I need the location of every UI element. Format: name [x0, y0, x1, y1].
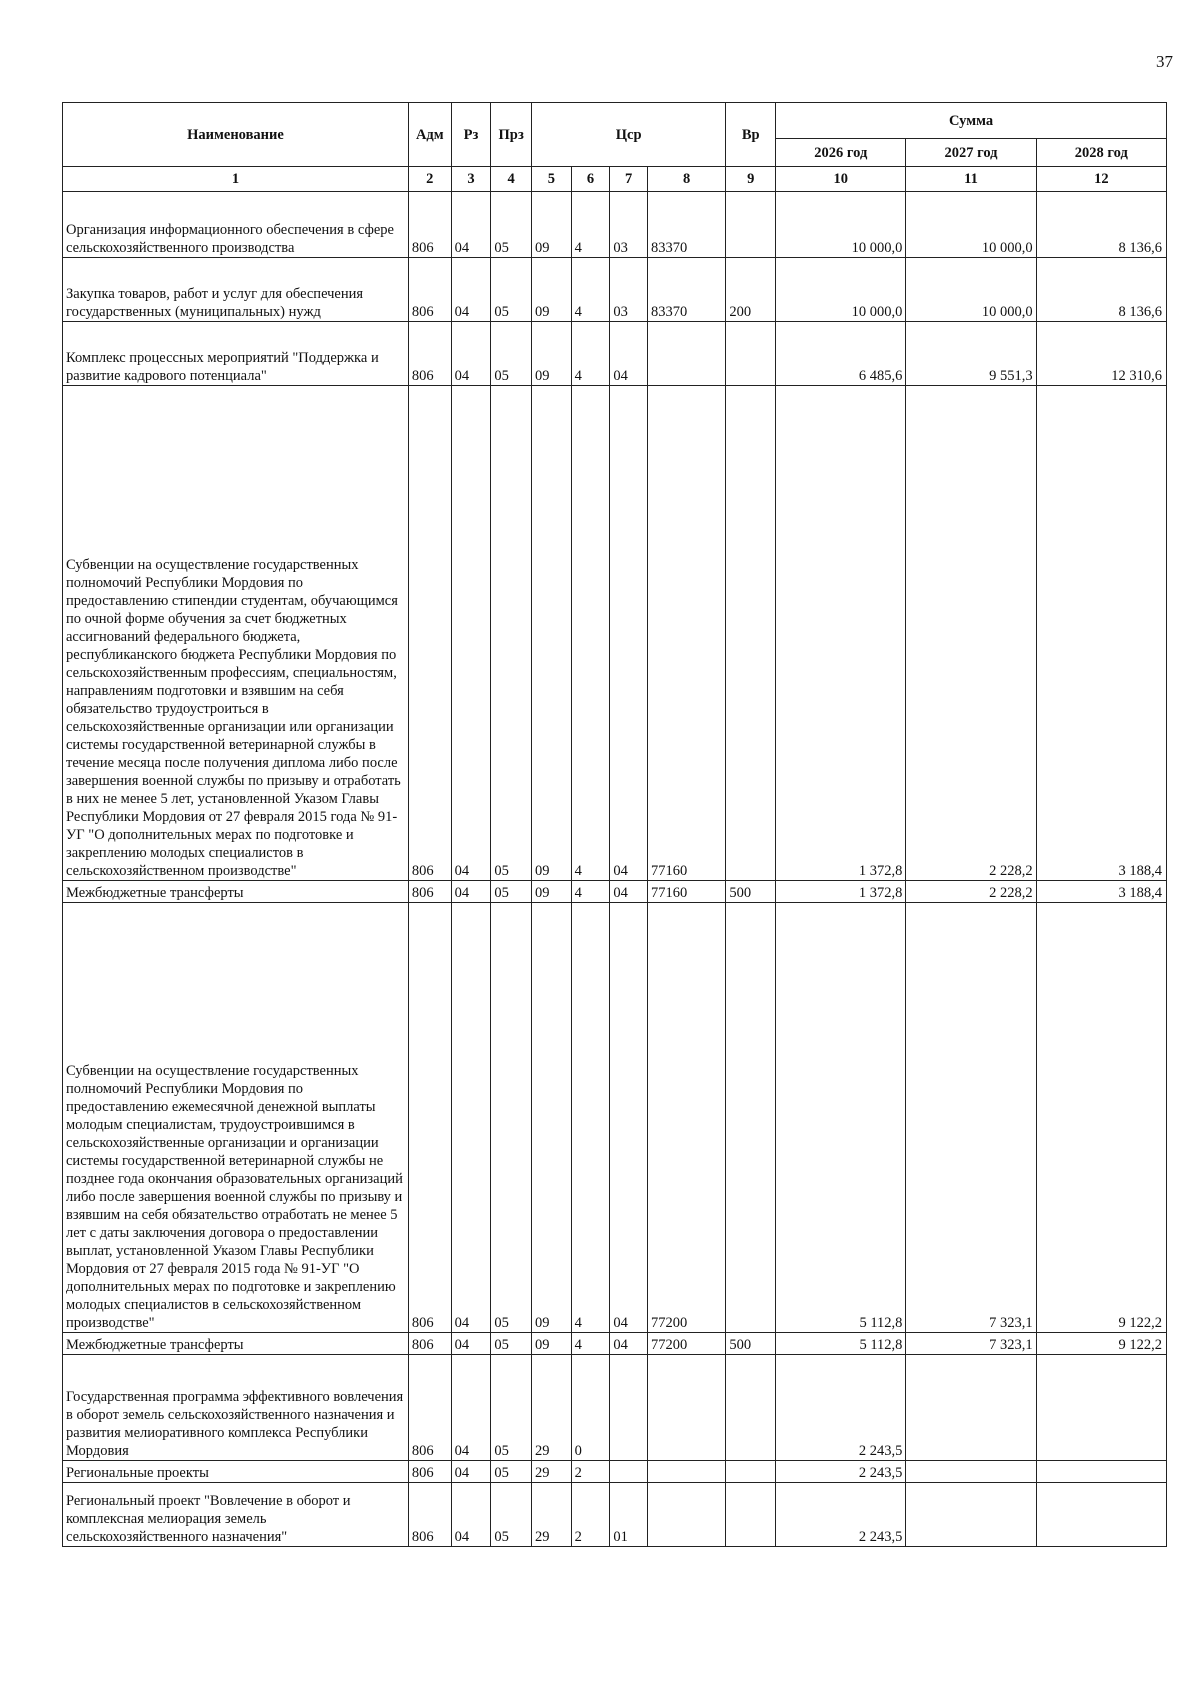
row-name: Государственная программа эффективного вовлечения в оборот земель сельскохозяйственного назначения и развития мелиоративного комплекса Республики Мордовия: [63, 1355, 409, 1461]
row-code-c7: 01: [610, 1483, 648, 1547]
row-code-c5: 29: [532, 1461, 572, 1483]
row-amount-2028: 9 122,2: [1036, 1333, 1166, 1355]
table-row: [63, 192, 1167, 258]
row-amount-2028: 8 136,6: [1036, 192, 1166, 258]
row-code-c7: 04: [610, 1333, 648, 1355]
row-code-c6: 0: [571, 1355, 610, 1461]
row-code-prz: 05: [491, 1461, 532, 1483]
row-amount-2026: 5 112,8: [776, 903, 906, 1333]
row-code-c5: 09: [532, 386, 572, 881]
column-number: 10: [776, 167, 906, 192]
row-code-c8: [647, 1355, 725, 1461]
row-code-vr: [726, 322, 776, 386]
row-code-prz: 05: [491, 322, 532, 386]
row-code-c6: 2: [571, 1461, 610, 1483]
row-code-c8: 77160: [647, 386, 725, 881]
header-year: 2027 год: [906, 139, 1036, 167]
row-code-adm: 806: [408, 881, 451, 903]
row-amount-2027: 7 323,1: [906, 903, 1036, 1333]
row-amount-2028: 3 188,4: [1036, 881, 1166, 903]
row-code-c7: 03: [610, 258, 648, 322]
row-code-rz: 04: [451, 192, 491, 258]
row-code-c7: 04: [610, 903, 648, 1333]
row-code-vr: [726, 386, 776, 881]
row-code-rz: 04: [451, 1333, 491, 1355]
row-amount-2028: [1036, 1483, 1166, 1547]
header-sum: Сумма: [776, 103, 1167, 139]
row-code-c7: 03: [610, 192, 648, 258]
table-row: [63, 903, 1167, 1333]
row-code-adm: 806: [408, 1461, 451, 1483]
row-code-vr: [726, 192, 776, 258]
row-amount-2026: 6 485,6: [776, 322, 906, 386]
row-code-prz: 05: [491, 1355, 532, 1461]
table-body: [63, 167, 1167, 1547]
row-code-rz: 04: [451, 1461, 491, 1483]
row-code-c8: [647, 322, 725, 386]
table-row: [63, 322, 1167, 386]
table-row: [63, 1461, 1167, 1483]
header-rz: Рз: [451, 103, 491, 167]
row-code-c6: 2: [571, 1483, 610, 1547]
row-code-c8: 77160: [647, 881, 725, 903]
table-row: [63, 1355, 1167, 1461]
row-amount-2028: 3 188,4: [1036, 386, 1166, 881]
row-code-prz: 05: [491, 881, 532, 903]
row-code-vr: [726, 903, 776, 1333]
row-amount-2027: 7 323,1: [906, 1333, 1036, 1355]
row-code-rz: 04: [451, 322, 491, 386]
row-code-vr: 500: [726, 881, 776, 903]
header-vr: Вр: [726, 103, 776, 167]
row-code-rz: 04: [451, 903, 491, 1333]
row-name: Комплекс процессных мероприятий "Поддержка и развитие кадрового потенциала": [63, 322, 409, 386]
column-number-row: [63, 167, 1167, 192]
row-amount-2026: 1 372,8: [776, 386, 906, 881]
header-year: 2028 год: [1036, 139, 1166, 167]
header-name: Наименование: [63, 103, 409, 167]
row-code-c6: 4: [571, 192, 610, 258]
table-row: [63, 386, 1167, 881]
row-name: Субвенции на осуществление государственных полномочий Республики Мордовия по предоставлению стипендии студентам, обучающимся по очной форме обучения за счет бюджетных ассигнований федерального бюджета, республиканского бюджета Республики Мордовия по сельскохозяйственным профессиям, специальностям, направлениям подготовки и взявшим на себя обязательство трудоустроиться в сельскохозяйственные организации или организации системы государственной ветеринарной службы в течение месяца после получения диплома либо после завершения военной службы по призыву и отработать в них не менее 5 лет, установленной Указом Главы Республики Мордовия от 27 февраля 2015 года № 91-УГ "О дополнительных мерах по подготовке и закреплению молодых специалистов в сельскохозяйственном производстве": [63, 386, 409, 881]
row-code-rz: 04: [451, 386, 491, 881]
row-code-prz: 05: [491, 258, 532, 322]
row-code-c6: 4: [571, 881, 610, 903]
row-code-vr: [726, 1461, 776, 1483]
page-number: 37: [1156, 52, 1173, 71]
row-code-c8: 77200: [647, 903, 725, 1333]
row-code-c6: 4: [571, 322, 610, 386]
header-row-1: [63, 103, 1167, 139]
column-number: 11: [906, 167, 1036, 192]
table-row: [63, 1333, 1167, 1355]
row-code-vr: 500: [726, 1333, 776, 1355]
row-code-c8: [647, 1483, 725, 1547]
column-number: 7: [610, 167, 648, 192]
row-amount-2026: 2 243,5: [776, 1355, 906, 1461]
row-code-prz: 05: [491, 1483, 532, 1547]
row-name: Региональный проект "Вовлечение в оборот и комплексная мелиорация земель сельскохозяйственного назначения": [63, 1483, 409, 1547]
header-csr: Цср: [532, 103, 726, 167]
row-amount-2028: [1036, 1355, 1166, 1461]
row-code-prz: 05: [491, 386, 532, 881]
row-amount-2026: 2 243,5: [776, 1483, 906, 1547]
table-row: [63, 881, 1167, 903]
row-code-c5: 09: [532, 192, 572, 258]
row-code-c5: 29: [532, 1483, 572, 1547]
row-name: Закупка товаров, работ и услуг для обеспечения государственных (муниципальных) нужд: [63, 258, 409, 322]
row-amount-2027: 2 228,2: [906, 881, 1036, 903]
row-amount-2027: [906, 1483, 1036, 1547]
row-code-c5: 29: [532, 1355, 572, 1461]
row-code-c7: [610, 1355, 648, 1461]
row-amount-2027: 10 000,0: [906, 192, 1036, 258]
row-code-adm: 806: [408, 386, 451, 881]
row-amount-2027: 10 000,0: [906, 258, 1036, 322]
row-code-c5: 09: [532, 903, 572, 1333]
row-code-adm: 806: [408, 903, 451, 1333]
row-code-adm: 806: [408, 1333, 451, 1355]
row-amount-2026: 10 000,0: [776, 258, 906, 322]
row-code-prz: 05: [491, 1333, 532, 1355]
row-amount-2027: 2 228,2: [906, 386, 1036, 881]
budget-table: [62, 102, 1167, 1547]
row-name: Региональные проекты: [63, 1461, 409, 1483]
column-number: 3: [451, 167, 491, 192]
row-amount-2026: 1 372,8: [776, 881, 906, 903]
row-code-c8: 77200: [647, 1333, 725, 1355]
row-amount-2027: [906, 1461, 1036, 1483]
column-number: 5: [532, 167, 572, 192]
row-code-c6: 4: [571, 1333, 610, 1355]
row-code-adm: 806: [408, 192, 451, 258]
row-code-rz: 04: [451, 1355, 491, 1461]
row-name: Межбюджетные трансферты: [63, 1333, 409, 1355]
row-code-prz: 05: [491, 903, 532, 1333]
column-number: 1: [63, 167, 409, 192]
row-amount-2026: 10 000,0: [776, 192, 906, 258]
row-code-c7: 04: [610, 322, 648, 386]
column-number: 2: [408, 167, 451, 192]
row-code-c6: 4: [571, 258, 610, 322]
row-name: Межбюджетные трансферты: [63, 881, 409, 903]
header-adm: Адм: [408, 103, 451, 167]
row-code-vr: [726, 1483, 776, 1547]
table-row: [63, 1483, 1167, 1547]
row-amount-2027: 9 551,3: [906, 322, 1036, 386]
row-code-rz: 04: [451, 881, 491, 903]
row-amount-2026: 5 112,8: [776, 1333, 906, 1355]
row-code-prz: 05: [491, 192, 532, 258]
row-name: Субвенции на осуществление государственных полномочий Республики Мордовия по предоставлению ежемесячной денежной выплаты молодым специалистам, трудоустроившимся в сельскохозяйственные организации и организации системы государственной ветеринарной службы не позднее года окончания образовательных организаций либо после завершения военной службы по призыву и взявшим на себя обязательство отработать не менее 5 лет с даты заключения договора о предоставлении выплат, установленной Указом Главы Республики Мордовия от 27 февраля 2015 года № 91-УГ "О дополнительных мерах по подготовке и закреплению молодых специалистов в сельскохозяйственном производстве": [63, 903, 409, 1333]
table-row: [63, 258, 1167, 322]
column-number: 4: [491, 167, 532, 192]
row-name: Организация информационного обеспечения в сфере сельскохозяйственного производства: [63, 192, 409, 258]
column-number: 8: [647, 167, 725, 192]
row-code-vr: 200: [726, 258, 776, 322]
row-code-c7: [610, 1461, 648, 1483]
row-code-c5: 09: [532, 1333, 572, 1355]
row-amount-2026: 2 243,5: [776, 1461, 906, 1483]
header-prz: Прз: [491, 103, 532, 167]
row-code-c7: 04: [610, 386, 648, 881]
row-code-vr: [726, 1355, 776, 1461]
row-code-adm: 806: [408, 322, 451, 386]
row-amount-2028: [1036, 1461, 1166, 1483]
row-code-rz: 04: [451, 258, 491, 322]
row-code-c8: [647, 1461, 725, 1483]
column-number: 6: [571, 167, 610, 192]
row-code-c8: 83370: [647, 258, 725, 322]
row-code-c5: 09: [532, 881, 572, 903]
row-amount-2028: 12 310,6: [1036, 322, 1166, 386]
row-code-adm: 806: [408, 1355, 451, 1461]
row-code-c6: 4: [571, 386, 610, 881]
column-number: 9: [726, 167, 776, 192]
row-amount-2028: 9 122,2: [1036, 903, 1166, 1333]
row-code-adm: 806: [408, 1483, 451, 1547]
row-amount-2028: 8 136,6: [1036, 258, 1166, 322]
header-year: 2026 год: [776, 139, 906, 167]
row-code-c7: 04: [610, 881, 648, 903]
row-code-c5: 09: [532, 322, 572, 386]
column-number: 12: [1036, 167, 1166, 192]
row-code-c8: 83370: [647, 192, 725, 258]
row-code-c6: 4: [571, 903, 610, 1333]
row-code-c5: 09: [532, 258, 572, 322]
row-code-rz: 04: [451, 1483, 491, 1547]
row-code-adm: 806: [408, 258, 451, 322]
row-amount-2027: [906, 1355, 1036, 1461]
